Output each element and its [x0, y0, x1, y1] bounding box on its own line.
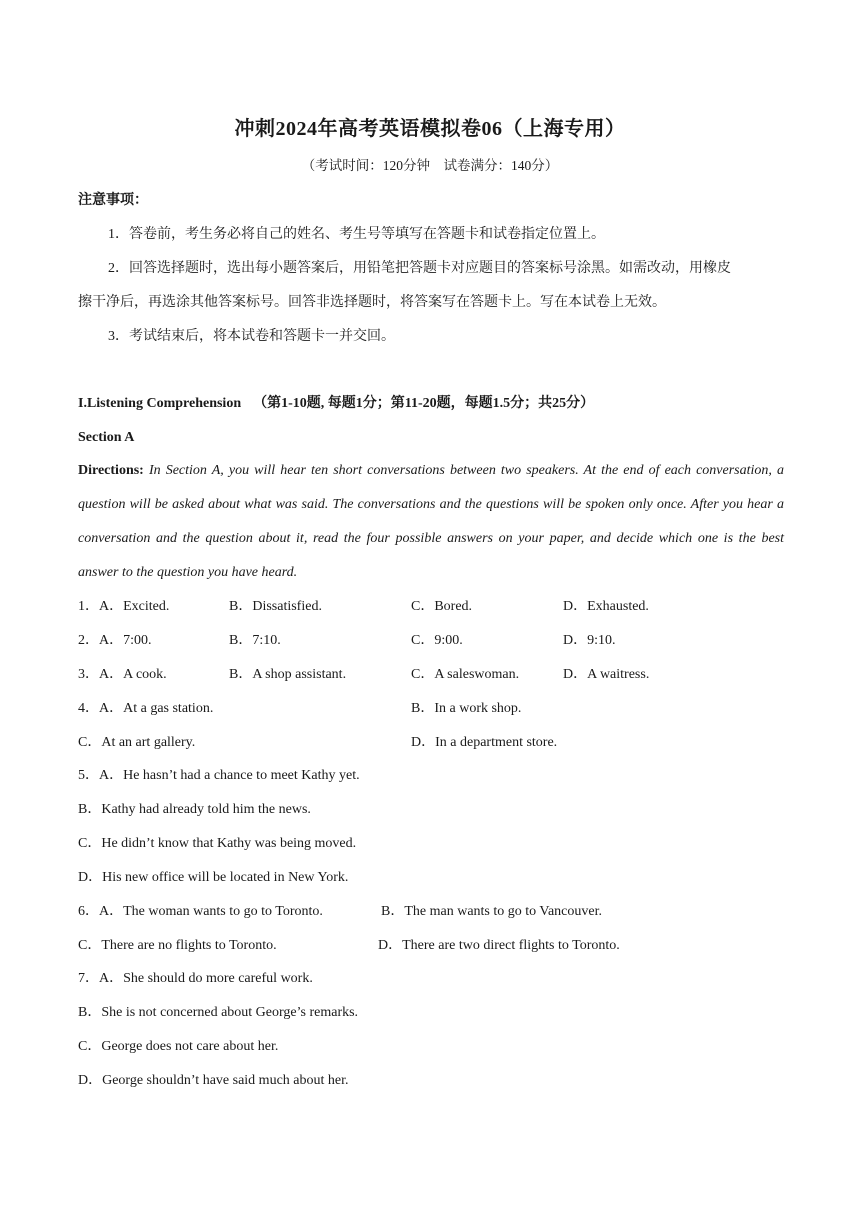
q6-option-b: B．The man wants to go to Vancouver. [381, 904, 602, 919]
part-heading [78, 394, 594, 414]
q7-option-d: D．George shouldn’t have said much about her. [78, 1073, 349, 1088]
q4-option-c: C．At an art gallery. [78, 735, 196, 750]
q6-option-a: 6．A．The woman wants to go to Toronto. [78, 904, 323, 919]
part-title: I.Listening Comprehension [78, 396, 242, 411]
directions-label: Directions: [78, 463, 144, 478]
q3-option-b: B．A shop assistant. [229, 667, 347, 682]
notice-item-2-line-2: 擦干净后，再选涂其他答案标号。回答非选择题时，将答案写在答题卡上。写在本试卷上无效。 [78, 295, 666, 310]
q6-option-c: C．There are no flights to Toronto. [78, 938, 277, 953]
directions-text: In Section A, you will hear ten short conversations between two speakers. At the end of each conversation, a question will be asked about what was said. The conversations and the questions will be spoken only once. After you hear a conversation and the question about it, read the four possible answers on your paper, and decide which one is the best answer to the question you have heard. [78, 463, 784, 580]
directions-paragraph [78, 454, 784, 590]
page-title: 冲刺2024年高考英语模拟卷06（上海专用） [234, 118, 626, 140]
q7-option-c: C．George does not care about her. [78, 1039, 279, 1054]
notice-heading: 注意事项： [78, 193, 148, 208]
q7-option-a: 7．A．She should do more careful work. [78, 971, 313, 986]
q5-option-c: C．He didn’t know that Kathy was being moved. [78, 836, 357, 851]
notice-item-3: 3．考试结束后，将本试卷和答题卡一并交回。 [108, 329, 395, 344]
q2-option-a: 2．A．7:00. [78, 633, 152, 648]
q1-option-d: D．Exhausted. [563, 599, 649, 614]
q6-option-d: D．There are two direct flights to Toronto. [378, 938, 620, 953]
part-scoring: （第1-10题, 每题1分；第11-20题，每题1.5分；共25分） [253, 396, 595, 411]
q2-option-d: D．9:10. [563, 633, 616, 648]
q1-option-a: 1．A．Excited. [78, 599, 170, 614]
notice-item-2-line-1: 2．回答选择题时，选出每小题答案后，用铅笔把答题卡对应题目的答案标号涂黑。如需改动，用橡皮 [108, 261, 731, 276]
q2-option-b: B．7:10. [229, 633, 281, 648]
notice-item-1: 1．答卷前，考生务必将自己的姓名、考生号等填写在答题卡和试卷指定位置上。 [108, 227, 605, 242]
q3-option-d: D．A waitress. [563, 667, 650, 682]
q7-option-b: B．She is not concerned about George’s remarks. [78, 1005, 359, 1020]
q5-option-b: B．Kathy had already told him the news. [78, 802, 311, 817]
q1-option-b: B．Dissatisfied. [229, 599, 322, 614]
q4-option-a: 4．A．At a gas station. [78, 701, 214, 716]
q1-option-c: C．Bored. [411, 599, 473, 614]
q2-option-c: C．9:00. [411, 633, 463, 648]
q3-option-a: 3．A．A cook. [78, 667, 167, 682]
q4-option-d: D．In a department store. [411, 735, 558, 750]
q3-option-c: C．A saleswoman. [411, 667, 520, 682]
q4-option-b: B．In a work shop. [411, 701, 522, 716]
q5-option-a: 5．A．He hasn’t had a chance to meet Kathy yet. [78, 768, 360, 783]
q5-option-d: D．His new office will be located in New York. [78, 870, 349, 885]
exam-info: （考试时间：120分钟 试卷满分：140分） [301, 158, 559, 173]
section-label: Section A [78, 430, 135, 445]
